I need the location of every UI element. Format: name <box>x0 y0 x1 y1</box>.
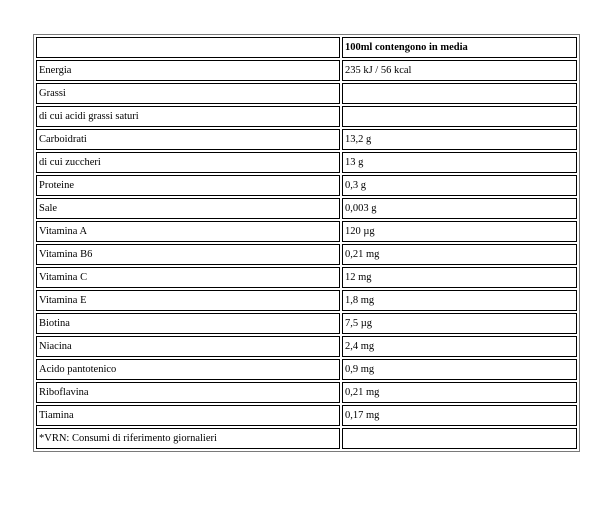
table-row <box>36 313 577 334</box>
header-value-cell: 100ml contengono in media <box>342 37 577 58</box>
nutrient-label-cell: Biotina <box>36 313 340 334</box>
nutrient-label-cell: Proteine <box>36 175 340 196</box>
table-row <box>36 359 577 380</box>
nutrient-value-cell <box>342 106 577 127</box>
nutrient-label-cell: Vitamina C <box>36 267 340 288</box>
nutrient-label-cell: di cui acidi grassi saturi <box>36 106 340 127</box>
table-row <box>36 428 577 449</box>
table-row <box>36 221 577 242</box>
nutrient-value-cell: 0,003 g <box>342 198 577 219</box>
nutrient-value-cell: 0,3 g <box>342 175 577 196</box>
nutrient-value-cell: 0,21 mg <box>342 244 577 265</box>
nutrient-value-cell: 0,21 mg <box>342 382 577 403</box>
nutrient-value-cell: 0,9 mg <box>342 359 577 380</box>
nutrient-value-cell: 235 kJ / 56 kcal <box>342 60 577 81</box>
nutrition-table <box>34 35 579 451</box>
nutrient-label-cell: *VRN: Consumi di riferimento giornalieri <box>36 428 340 449</box>
nutrient-value-cell: 13 g <box>342 152 577 173</box>
nutrient-label-cell: Sale <box>36 198 340 219</box>
table-row <box>36 290 577 311</box>
table-row <box>36 106 577 127</box>
nutrient-label-cell: Tiamina <box>36 405 340 426</box>
nutrient-value-cell: 120 µg <box>342 221 577 242</box>
nutrient-label-cell: Niacina <box>36 336 340 357</box>
nutrient-value-cell <box>342 428 577 449</box>
nutrient-value-cell: 1,8 mg <box>342 290 577 311</box>
table-row <box>36 244 577 265</box>
nutrient-label-cell: Grassi <box>36 83 340 104</box>
nutrient-label-cell: Vitamina B6 <box>36 244 340 265</box>
nutrient-value-cell: 0,17 mg <box>342 405 577 426</box>
header-label-cell <box>36 37 340 58</box>
table-row <box>36 129 577 150</box>
nutrient-label-cell: Vitamina A <box>36 221 340 242</box>
table-row <box>36 152 577 173</box>
table-row <box>36 198 577 219</box>
nutrient-label-cell: Acido pantotenico <box>36 359 340 380</box>
table-row <box>36 60 577 81</box>
nutrient-label-cell: Energia <box>36 60 340 81</box>
nutrient-value-cell: 2,4 mg <box>342 336 577 357</box>
table-row <box>36 175 577 196</box>
nutrition-table-container <box>33 34 580 452</box>
table-row <box>36 267 577 288</box>
table-row <box>36 336 577 357</box>
nutrient-label-cell: di cui zuccheri <box>36 152 340 173</box>
nutrient-value-cell: 12 mg <box>342 267 577 288</box>
nutrient-label-cell: Carboidrati <box>36 129 340 150</box>
nutrient-value-cell: 13,2 g <box>342 129 577 150</box>
nutrient-label-cell: Vitamina E <box>36 290 340 311</box>
table-row <box>36 405 577 426</box>
nutrient-label-cell: Riboflavina <box>36 382 340 403</box>
nutrient-value-cell <box>342 83 577 104</box>
nutrient-value-cell: 7,5 µg <box>342 313 577 334</box>
table-header-row <box>36 37 577 58</box>
table-row <box>36 83 577 104</box>
table-row <box>36 382 577 403</box>
